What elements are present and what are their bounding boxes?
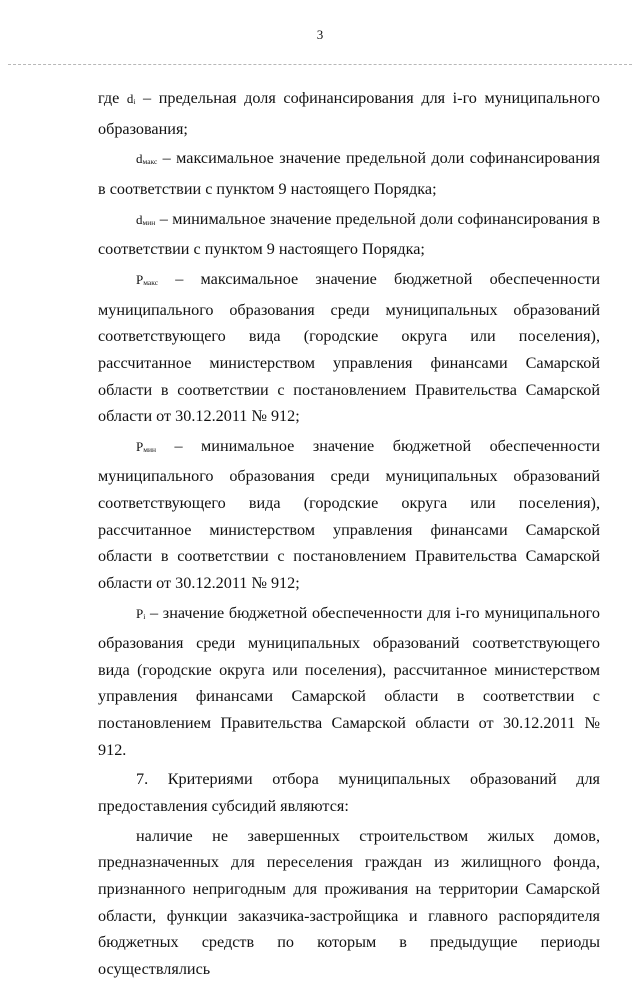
definition-text: – минимальное значение предельной доли софинансирования в соответствии с пунктом 9 настоящего Порядка;: [98, 209, 600, 259]
symbol: Р: [136, 605, 144, 621]
symbol-subscript: макс: [143, 278, 159, 288]
definition-text: – минимальное значение бюджетной обеспеченности муниципального образования среди муниципальных образований соответствующего вида (городские округа или поселения), рассчитанное министерством управления финансами Самарской области в соответствии с постановлением Правительства Самарской области от 30.12.2011 № 912;: [98, 436, 600, 592]
definition-d-min: [98, 206, 600, 263]
definition-text: – максимальное значение предельной доли софинансирования в соответствии с пунктом 9 настоящего Порядка;: [98, 149, 600, 198]
definition-lead: где: [98, 89, 127, 107]
definition-p-i: [98, 600, 600, 764]
scan-artifact-line: [8, 64, 632, 65]
symbol-subscript: мин: [142, 217, 156, 227]
document-body: [98, 85, 600, 986]
symbol: d: [126, 91, 134, 106]
symbol: d: [136, 211, 143, 227]
definition-p-max: [98, 266, 600, 430]
definition-p-min: [98, 433, 600, 597]
symbol: Р: [136, 438, 144, 454]
definition-text: – максимальное значение бюджетной обеспеченности муниципального образования среди муниципальных образований соответствующего вида (городские округа или поселения), рассчитанное министерством управления финансами Самарской области в соответствии с постановлением Правительства Самарской области от 30.12.2011 № 912;: [98, 270, 600, 426]
symbol-subscript: макс: [142, 157, 158, 167]
symbol-subscript: мин: [143, 444, 157, 454]
section-7-paragraph: 7. Критериями отбора муниципальных образований для предоставления субсидий являются:: [98, 770, 600, 815]
symbol: Р: [136, 272, 144, 288]
definition-d-i: [98, 85, 600, 142]
definition-d-max: [98, 145, 600, 202]
symbol-subscript: i: [133, 97, 136, 106]
symbol-subscript: i: [143, 611, 146, 621]
definition-text: – предельная доля софинансирования для i-го муниципального образования;: [98, 89, 600, 138]
criterion-paragraph: наличие не завершенных строительством жилых домов, предназначенных для переселения граждан из жилищного фонда, признанного непригодным для проживания на территории Самарской области, функции заказчика-застройщика и главного распорядителя бюджетных средств по которым в предыдущие периоды осуществлялись: [98, 826, 600, 978]
symbol: d: [136, 151, 143, 167]
definition-text: – значение бюджетной обеспеченности для i-го муниципального образования среди муниципальных образований соответствующего вида (городские округа или поселения), рассчитанное министерством управления финансами Самарской области в соответствии с постановлением Правительства Самарской области от 30.12.2011 № 912.: [98, 603, 600, 759]
page-number: 3: [316, 27, 324, 42]
